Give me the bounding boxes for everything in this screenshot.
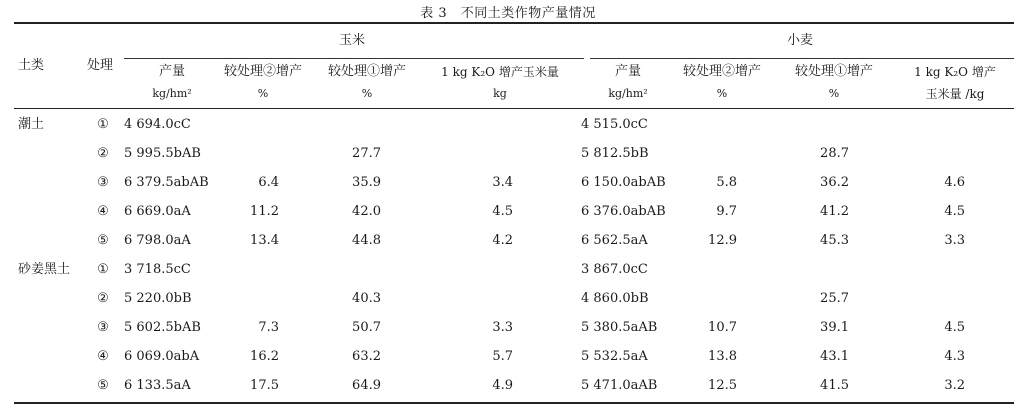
cell-wheat-vs1: 41.2 bbox=[820, 204, 849, 219]
header-corn-vs1-unit: % bbox=[361, 87, 373, 100]
cell-corn-yield: 6 798.0aA bbox=[124, 233, 191, 248]
cell-treatment: ② bbox=[97, 146, 109, 161]
cell-corn-vs2: 6.4 bbox=[258, 175, 279, 190]
cell-wheat-yield: 5 471.0aAB bbox=[581, 378, 658, 393]
corn-group-rule bbox=[124, 58, 584, 59]
wheat-group-rule bbox=[590, 58, 1014, 59]
cell-wheat-yield: 5 812.5bB bbox=[581, 146, 649, 161]
cell-corn-vs1: 35.9 bbox=[352, 175, 381, 190]
cell-wheat-k2o: 4.3 bbox=[944, 349, 965, 364]
cell-wheat-vs1: 36.2 bbox=[820, 175, 849, 190]
table-caption: 表 3 不同土类作物产量情况 bbox=[420, 6, 596, 21]
cell-corn-vs2: 16.2 bbox=[250, 349, 279, 364]
cell-corn-vs2: 7.3 bbox=[258, 320, 279, 335]
header-corn-k2o: 1 kg K₂O 增产玉米量 bbox=[441, 65, 559, 79]
header-wheat-vs2: 较处理②增产 bbox=[682, 64, 762, 79]
cell-wheat-k2o: 4.5 bbox=[944, 204, 965, 219]
cell-corn-k2o: 5.7 bbox=[492, 349, 513, 364]
cell-treatment: ⑤ bbox=[97, 378, 109, 393]
cell-wheat-yield: 5 380.5aAB bbox=[581, 320, 658, 335]
cell-corn-vs2: 17.5 bbox=[250, 378, 279, 393]
header-corn-group: 玉米 bbox=[338, 33, 366, 48]
cell-wheat-vs1: 43.1 bbox=[820, 349, 849, 364]
cell-wheat-vs2: 12.9 bbox=[708, 233, 737, 248]
cell-wheat-yield: 4 515.0cC bbox=[581, 117, 648, 132]
cell-wheat-yield: 3 867.0cC bbox=[581, 262, 648, 277]
cell-corn-yield: 6 379.5abAB bbox=[124, 175, 209, 190]
cell-corn-yield: 5 220.0bB bbox=[124, 291, 192, 306]
cell-wheat-k2o: 3.3 bbox=[944, 233, 965, 248]
cell-corn-vs1: 64.9 bbox=[352, 378, 381, 393]
cell-corn-yield: 3 718.5cC bbox=[124, 262, 191, 277]
bottom-rule bbox=[14, 402, 1014, 404]
cell-corn-vs1: 44.8 bbox=[352, 233, 381, 248]
cell-wheat-vs1: 45.3 bbox=[820, 233, 849, 248]
header-wheat-group: 小麦 bbox=[786, 33, 814, 48]
cell-corn-k2o: 3.3 bbox=[492, 320, 513, 335]
cell-wheat-vs1: 28.7 bbox=[820, 146, 849, 161]
cell-corn-yield: 6 069.0abA bbox=[124, 349, 200, 364]
header-wheat-yield: 产量 bbox=[614, 64, 642, 79]
cell-soil-type: 砂姜黑土 bbox=[18, 262, 71, 277]
cell-soil-type: 潮土 bbox=[18, 117, 45, 132]
header-corn-vs2-unit: % bbox=[257, 87, 269, 100]
header-wheat-k2o-unit: 玉米量 /kg bbox=[925, 87, 985, 101]
header-soil-type: 土类 bbox=[18, 58, 45, 73]
cell-corn-yield: 5 995.5bAB bbox=[124, 146, 201, 161]
cell-corn-vs2: 11.2 bbox=[250, 204, 279, 219]
cell-wheat-vs2: 9.7 bbox=[716, 204, 737, 219]
cell-wheat-yield: 6 150.0abAB bbox=[581, 175, 666, 190]
cell-treatment: ④ bbox=[97, 349, 109, 364]
top-rule bbox=[14, 22, 1014, 24]
cell-wheat-vs1: 25.7 bbox=[820, 291, 849, 306]
header-wheat-yield-unit: kg/hm² bbox=[608, 87, 648, 100]
cell-wheat-k2o: 4.6 bbox=[944, 175, 965, 190]
cell-corn-yield: 4 694.0cC bbox=[124, 117, 191, 132]
cell-wheat-vs1: 41.5 bbox=[820, 378, 849, 393]
cell-corn-k2o: 4.2 bbox=[492, 233, 513, 248]
cell-treatment: ② bbox=[97, 291, 109, 306]
cell-wheat-k2o: 3.2 bbox=[944, 378, 965, 393]
cell-corn-vs2: 13.4 bbox=[250, 233, 279, 248]
cell-corn-vs1: 50.7 bbox=[352, 320, 381, 335]
cell-corn-yield: 5 602.5bAB bbox=[124, 320, 201, 335]
cell-corn-k2o: 4.9 bbox=[492, 378, 513, 393]
header-wheat-k2o: 1 kg K₂O 增产 bbox=[914, 65, 996, 79]
header-corn-vs1: 较处理①增产 bbox=[327, 64, 407, 79]
header-wheat-vs1-unit: % bbox=[828, 87, 840, 100]
cell-wheat-yield: 6 376.0abAB bbox=[581, 204, 666, 219]
header-wheat-vs2-unit: % bbox=[716, 87, 728, 100]
cell-wheat-yield: 6 562.5aA bbox=[581, 233, 648, 248]
cell-corn-yield: 6 669.0aA bbox=[124, 204, 191, 219]
header-corn-vs2: 较处理②增产 bbox=[223, 64, 303, 79]
cell-corn-k2o: 3.4 bbox=[492, 175, 513, 190]
header-wheat-vs1: 较处理①增产 bbox=[794, 64, 874, 79]
cell-treatment: ③ bbox=[97, 320, 109, 335]
cell-wheat-yield: 4 860.0bB bbox=[581, 291, 649, 306]
cell-wheat-yield: 5 532.5aA bbox=[581, 349, 648, 364]
cell-wheat-vs2: 12.5 bbox=[708, 378, 737, 393]
cell-wheat-vs2: 13.8 bbox=[708, 349, 737, 364]
cell-corn-vs1: 63.2 bbox=[352, 349, 381, 364]
header-rule bbox=[14, 108, 1014, 109]
cell-wheat-vs1: 39.1 bbox=[820, 320, 849, 335]
cell-corn-vs1: 42.0 bbox=[352, 204, 381, 219]
cell-treatment: ① bbox=[97, 117, 109, 132]
cell-treatment: ③ bbox=[97, 175, 109, 190]
cell-treatment: ⑤ bbox=[97, 233, 109, 248]
cell-corn-vs1: 27.7 bbox=[352, 146, 381, 161]
cell-wheat-k2o: 4.5 bbox=[944, 320, 965, 335]
cell-treatment: ④ bbox=[97, 204, 109, 219]
cell-corn-k2o: 4.5 bbox=[492, 204, 513, 219]
header-treatment: 处理 bbox=[87, 58, 114, 73]
cell-wheat-vs2: 10.7 bbox=[708, 320, 737, 335]
header-corn-yield-unit: kg/hm² bbox=[152, 87, 192, 100]
cell-treatment: ① bbox=[97, 262, 109, 277]
cell-corn-yield: 6 133.5aA bbox=[124, 378, 191, 393]
header-corn-yield: 产量 bbox=[158, 64, 186, 79]
header-corn-k2o-unit: kg bbox=[493, 87, 507, 100]
cell-wheat-vs2: 5.8 bbox=[716, 175, 737, 190]
cell-corn-vs1: 40.3 bbox=[352, 291, 381, 306]
